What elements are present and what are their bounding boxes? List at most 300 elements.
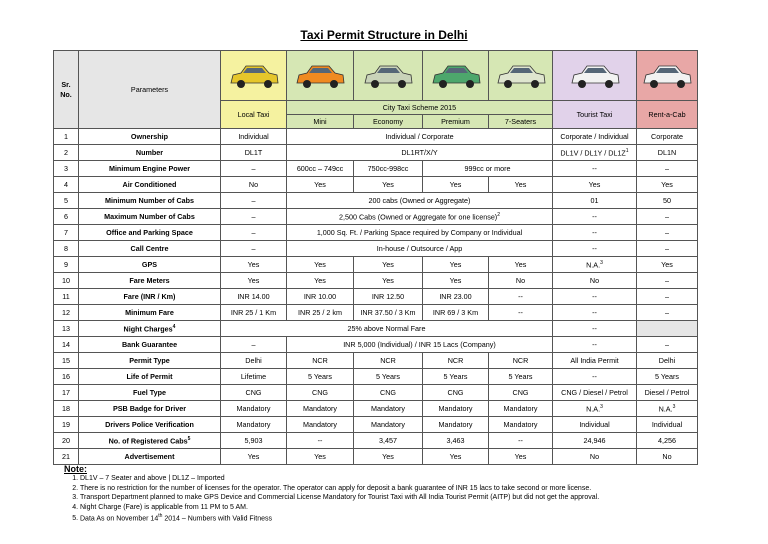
row-value-text: Individual xyxy=(651,420,683,429)
row-value xyxy=(637,401,698,417)
row-value xyxy=(287,401,354,417)
row-value-text: – xyxy=(665,244,669,253)
row-value xyxy=(287,177,354,193)
row-value xyxy=(553,433,637,449)
row-value-text: – xyxy=(251,212,256,221)
table-row xyxy=(54,209,698,225)
row-value-text: – xyxy=(665,228,669,237)
row-value-text: Diesel / Petrol xyxy=(644,388,690,397)
row-value-text: CNG xyxy=(447,388,464,397)
row-value xyxy=(637,369,698,385)
row-value xyxy=(287,161,354,177)
row-value-text: Yes xyxy=(514,260,527,269)
row-value-text: Mandatory xyxy=(303,420,337,429)
table-row xyxy=(54,305,698,321)
note-text-continued: 2014 – Numbers with Valid Fitness xyxy=(162,515,272,523)
row-parameter xyxy=(79,209,221,225)
row-value xyxy=(637,289,698,305)
row-value-text: DL1V / DL1Y / DL1Z xyxy=(560,148,626,158)
row-number: 21 xyxy=(54,449,79,465)
row-value xyxy=(354,289,423,305)
row-number: 2 xyxy=(54,145,79,161)
table-row xyxy=(54,385,698,401)
local-taxi-image-cell xyxy=(221,51,287,101)
table-row xyxy=(54,177,698,193)
note-item xyxy=(80,512,599,524)
row-parameter-text: Permit Type xyxy=(129,356,170,365)
row-value xyxy=(553,385,637,401)
row-value-text: – xyxy=(665,276,669,285)
row-value-text: CNG / Diesel / Petrol xyxy=(561,388,628,397)
row-value-text: NCR xyxy=(447,356,464,365)
row-value xyxy=(553,193,637,209)
table-row xyxy=(54,433,698,449)
row-parameter-text: Minimum Fare xyxy=(125,308,174,317)
row-value xyxy=(553,449,637,465)
row-value xyxy=(553,305,637,321)
row-value xyxy=(354,257,423,273)
row-number: 17 xyxy=(54,385,79,401)
row-parameter xyxy=(79,321,221,337)
row-value-text: 4,256 xyxy=(658,436,676,445)
note-text: There is no restriction for the number of licenses for the operator. The operator can apply for deposit a bank guarantee of INR 15 lacs to take second or more license. xyxy=(80,484,592,492)
row-value xyxy=(553,369,637,385)
table-row xyxy=(54,145,698,161)
seven-seater-image-cell xyxy=(489,51,553,101)
row-value xyxy=(637,161,698,177)
row-value xyxy=(287,209,553,225)
row-value-text: Yes xyxy=(382,260,394,269)
row-value-text: – xyxy=(665,164,669,173)
row-value-text: No xyxy=(589,452,600,461)
row-value xyxy=(553,257,637,273)
row-value-text: N.A. xyxy=(586,260,601,270)
note-item xyxy=(80,503,599,512)
row-value-text: In-house / Outsource / App xyxy=(376,244,463,253)
row-number: 13 xyxy=(54,321,79,337)
table-row xyxy=(54,273,698,289)
row-value xyxy=(637,433,698,449)
table-row xyxy=(54,337,698,353)
row-value-text: -- xyxy=(592,340,597,349)
row-value xyxy=(221,337,287,353)
row-value-text: Yes xyxy=(449,180,462,189)
row-value-text: 3,457 xyxy=(379,436,397,445)
mini-car-image xyxy=(293,59,347,93)
row-value-text: Mandatory xyxy=(503,404,538,413)
note-text: Night Charge (Fare) is applicable from 11 PM to 5 AM. xyxy=(80,503,248,511)
row-value-text: Yes xyxy=(314,276,326,285)
row-number: 7 xyxy=(54,225,79,241)
footnote-marker: 3 xyxy=(600,403,603,410)
table-row xyxy=(54,225,698,241)
row-value xyxy=(637,225,698,241)
table-row xyxy=(54,161,698,177)
row-value-text: 200 cabs (Owned or Aggregate) xyxy=(368,196,471,205)
footnote-marker: 3 xyxy=(600,259,603,266)
row-value xyxy=(637,337,698,353)
row-value-text: Corporate / Individual xyxy=(560,132,629,141)
row-value xyxy=(553,161,637,177)
row-value-text: – xyxy=(665,340,669,349)
premium-car-image xyxy=(429,59,483,93)
row-value xyxy=(221,321,553,337)
row-parameter xyxy=(79,337,221,353)
row-value xyxy=(221,385,287,401)
row-value xyxy=(221,209,287,225)
row-value-text: Mandatory xyxy=(236,404,271,413)
rent-a-cab-car-image xyxy=(640,59,694,93)
notes-list xyxy=(64,474,599,523)
row-value-text: Corporate xyxy=(651,132,683,141)
row-parameter-text: Office and Parking Space xyxy=(106,228,193,237)
row-value-text: – xyxy=(665,308,669,317)
row-value xyxy=(489,385,553,401)
row-value-text: 5 Years xyxy=(376,372,400,381)
table-row xyxy=(54,449,698,465)
row-parameter xyxy=(79,145,221,161)
row-value-text: N.A. xyxy=(658,404,673,414)
row-value-text: Mandatory xyxy=(236,420,271,429)
taxi-permit-table xyxy=(53,50,698,465)
table-row xyxy=(54,289,698,305)
row-value xyxy=(489,369,553,385)
local-taxi-header: Local Taxi xyxy=(221,101,287,129)
row-number: 16 xyxy=(54,369,79,385)
row-value-text: -- xyxy=(518,308,523,317)
row-value xyxy=(287,193,553,209)
row-value xyxy=(221,193,287,209)
premium-image-cell xyxy=(423,51,489,101)
row-value xyxy=(637,129,698,145)
row-value xyxy=(354,353,423,369)
sr-no-header: Sr. No. xyxy=(54,51,79,129)
row-number: 10 xyxy=(54,273,79,289)
row-value xyxy=(637,273,698,289)
tourist-taxi-car-image xyxy=(568,59,622,93)
row-value xyxy=(489,305,553,321)
row-parameter xyxy=(79,305,221,321)
table-row xyxy=(54,129,698,145)
row-value-text: Individual / Corporate xyxy=(385,132,454,141)
row-parameter-text: Number xyxy=(135,148,164,157)
row-value-text: DL1RT/X/Y xyxy=(401,148,438,157)
row-value-text: Yes xyxy=(661,260,673,269)
row-value xyxy=(637,177,698,193)
row-value-text: 5 Years xyxy=(508,372,533,381)
row-value-text: 3,463 xyxy=(446,436,465,445)
row-parameter-text: Call Centre xyxy=(130,244,169,253)
note-item xyxy=(80,474,599,483)
row-value xyxy=(423,353,489,369)
row-value-text: CNG xyxy=(512,388,529,397)
row-value xyxy=(221,417,287,433)
row-number: 4 xyxy=(54,177,79,193)
row-value-text: INR 69 / 3 Km xyxy=(432,308,479,317)
row-value xyxy=(287,433,354,449)
row-value-text: INR 23.00 xyxy=(439,292,472,301)
row-parameter xyxy=(79,161,221,177)
row-value-text: Yes xyxy=(449,260,462,269)
row-value xyxy=(354,369,423,385)
row-value-text: Yes xyxy=(314,452,326,461)
mini-header: Mini xyxy=(287,115,354,129)
row-value xyxy=(553,129,637,145)
row-value xyxy=(489,433,553,449)
row-value xyxy=(637,257,698,273)
seven-seater-car-image xyxy=(494,59,548,93)
row-value-text: – xyxy=(665,212,669,221)
row-parameter-text: Maximum Number of Cabs xyxy=(104,212,195,221)
row-number: 1 xyxy=(54,129,79,145)
row-value-text: 5 Years xyxy=(308,372,332,381)
row-value xyxy=(553,353,637,369)
row-parameter-text: PSB Badge for Driver xyxy=(112,404,187,413)
row-value xyxy=(553,337,637,353)
row-value-text: INR 25 / 2 km xyxy=(298,308,342,317)
row-value-text: NCR xyxy=(312,356,328,365)
row-value-text: 50 xyxy=(663,196,671,205)
row-value xyxy=(423,161,553,177)
row-number: 12 xyxy=(54,305,79,321)
row-value xyxy=(637,145,698,161)
row-value-text: INR 10.00 xyxy=(303,292,337,301)
row-parameter-text: Fare Meters xyxy=(129,276,170,285)
row-value-text: -- xyxy=(592,324,597,333)
row-value xyxy=(489,257,553,273)
table-row xyxy=(54,241,698,257)
row-number: 18 xyxy=(54,401,79,417)
row-parameter-text: Minimum Engine Power xyxy=(108,164,191,173)
row-value-text: -- xyxy=(518,292,523,301)
row-value xyxy=(423,273,489,289)
row-value-text: No xyxy=(589,276,600,285)
row-value xyxy=(553,321,637,337)
row-value xyxy=(221,161,287,177)
row-value-text: – xyxy=(251,164,256,173)
row-value-text: – xyxy=(251,228,256,237)
row-value xyxy=(354,273,423,289)
row-value xyxy=(287,449,354,465)
row-value-text: All India Permit xyxy=(570,356,619,365)
row-value-text: No xyxy=(515,276,526,285)
row-value xyxy=(287,145,553,161)
row-parameter xyxy=(79,241,221,257)
row-value-text: NCR xyxy=(512,356,529,365)
row-value xyxy=(553,401,637,417)
row-parameter-text: Night Charges xyxy=(123,324,173,334)
row-value xyxy=(221,433,287,449)
row-value xyxy=(354,449,423,465)
parameters-header: Parameters xyxy=(79,51,221,129)
row-value xyxy=(553,289,637,305)
row-value-text: Yes xyxy=(514,180,527,189)
row-value-text: Yes xyxy=(449,276,462,285)
row-value xyxy=(423,433,489,449)
row-number: 5 xyxy=(54,193,79,209)
row-value-text: 600cc – 749cc xyxy=(296,164,344,173)
row-value-text: 25% above Normal Fare xyxy=(347,324,426,333)
row-value xyxy=(423,305,489,321)
row-value xyxy=(489,289,553,305)
row-value xyxy=(354,417,423,433)
row-number: 3 xyxy=(54,161,79,177)
row-value-text: – xyxy=(251,340,256,349)
row-value xyxy=(489,417,553,433)
row-value-text: 24,946 xyxy=(583,436,606,445)
row-value xyxy=(287,353,354,369)
row-value xyxy=(637,353,698,369)
row-value xyxy=(489,449,553,465)
row-value-text: DL1N xyxy=(657,148,677,157)
row-value xyxy=(287,417,354,433)
row-value xyxy=(221,241,287,257)
row-value xyxy=(221,273,287,289)
row-value xyxy=(489,353,553,369)
row-value xyxy=(637,449,698,465)
row-value xyxy=(354,385,423,401)
row-parameter xyxy=(79,385,221,401)
seven-seaters-header: 7-Seaters xyxy=(489,115,553,129)
row-value xyxy=(553,225,637,241)
row-value xyxy=(287,257,354,273)
row-value-text: -- xyxy=(592,308,597,317)
row-number: 19 xyxy=(54,417,79,433)
row-value-text: – xyxy=(251,196,256,205)
row-value-text: Yes xyxy=(247,260,260,269)
row-parameter-text: Life of Permit xyxy=(126,372,173,381)
row-value-text: – xyxy=(665,292,669,301)
note-text: Transport Department planned to make GPS Device and Commercial License Mandatory for Tourist Taxi with All India Tourist Permit (AITP) but did not get the approval. xyxy=(80,494,600,502)
row-value xyxy=(637,321,698,337)
row-value xyxy=(221,225,287,241)
notes-title: Note: xyxy=(64,464,87,474)
note-item xyxy=(80,484,599,493)
row-value xyxy=(221,145,287,161)
row-value xyxy=(221,401,287,417)
row-value-text: Mandatory xyxy=(371,404,405,413)
row-value-text: Mandatory xyxy=(303,404,337,413)
table-row xyxy=(54,193,698,209)
row-parameter xyxy=(79,353,221,369)
row-value-text: Individual xyxy=(579,420,610,429)
row-value-text: Yes xyxy=(314,260,326,269)
row-value-text: N.A. xyxy=(586,404,601,414)
row-value-text: Yes xyxy=(449,452,462,461)
row-value-text: -- xyxy=(592,212,597,221)
row-number: 11 xyxy=(54,289,79,305)
row-value-text: INR 37.50 / 3 Km xyxy=(360,308,416,317)
rent-a-cab-header: Rent-a-Cab xyxy=(637,101,698,129)
row-number: 15 xyxy=(54,353,79,369)
table-row xyxy=(54,369,698,385)
row-value-text: Delhi xyxy=(658,356,676,365)
row-value xyxy=(637,241,698,257)
row-value-text: – xyxy=(251,244,256,253)
row-value-text: -- xyxy=(317,436,323,445)
economy-car-image xyxy=(361,59,415,93)
row-value xyxy=(354,433,423,449)
row-value xyxy=(287,129,553,145)
note-item xyxy=(80,493,599,502)
row-parameter xyxy=(79,225,221,241)
row-value-text: 5,903 xyxy=(244,436,263,445)
row-value xyxy=(489,401,553,417)
row-value xyxy=(553,209,637,225)
row-value-text: Yes xyxy=(588,180,601,189)
row-value xyxy=(423,177,489,193)
row-value-text: No xyxy=(662,452,672,461)
row-parameter xyxy=(79,129,221,145)
row-value-text: Yes xyxy=(382,276,394,285)
row-value-text: Mandatory xyxy=(438,420,473,429)
row-parameter xyxy=(79,433,221,449)
row-parameter xyxy=(79,193,221,209)
mini-image-cell xyxy=(287,51,354,101)
row-parameter xyxy=(79,289,221,305)
footnote-marker: 1 xyxy=(625,147,629,154)
footnote-marker: 3 xyxy=(672,403,676,410)
row-value-text: Mandatory xyxy=(438,404,473,413)
row-value xyxy=(221,353,287,369)
row-value-text: INR 12.50 xyxy=(371,292,405,301)
row-value xyxy=(637,209,698,225)
row-value-text: INR 14.00 xyxy=(237,292,270,301)
row-number: 8 xyxy=(54,241,79,257)
row-value-text: CNG xyxy=(312,388,328,397)
table-row xyxy=(54,401,698,417)
row-value xyxy=(553,177,637,193)
economy-header: Economy xyxy=(354,115,423,129)
notes-section xyxy=(64,465,599,524)
note-text: Data As on November 14 xyxy=(80,515,159,523)
row-value-text: 999cc or more xyxy=(464,164,511,173)
row-parameter xyxy=(79,417,221,433)
row-value xyxy=(354,161,423,177)
row-value xyxy=(489,177,553,193)
row-parameter xyxy=(79,401,221,417)
row-parameter-text: Fare (INR / Km) xyxy=(123,292,176,301)
row-value xyxy=(423,369,489,385)
row-value-text: 5 Years xyxy=(443,372,468,381)
row-value-text: -- xyxy=(518,436,523,445)
row-value-text: Yes xyxy=(314,180,326,189)
row-value xyxy=(287,385,354,401)
row-value-text: 5 Years xyxy=(655,372,679,381)
row-value-text: Yes xyxy=(247,452,260,461)
row-value xyxy=(287,305,354,321)
row-value xyxy=(423,449,489,465)
local-taxi-car-image xyxy=(227,59,281,93)
row-value xyxy=(221,449,287,465)
row-value xyxy=(221,305,287,321)
row-parameter-text: Fuel Type xyxy=(132,388,166,397)
row-value-text: -- xyxy=(592,164,597,173)
tourist-taxi-header: Tourist Taxi xyxy=(553,101,637,129)
row-value xyxy=(637,385,698,401)
row-value xyxy=(553,241,637,257)
row-value-text: No xyxy=(248,180,259,189)
row-number: 20 xyxy=(54,433,79,449)
page-title: Taxi Permit Structure in Delhi xyxy=(300,28,468,42)
table-row xyxy=(54,417,698,433)
premium-header: Premium xyxy=(423,115,489,129)
row-value-text: 01 xyxy=(590,196,599,205)
row-value-text: Yes xyxy=(247,276,260,285)
row-value-text: CNG xyxy=(380,388,396,397)
row-value xyxy=(553,145,637,161)
row-value xyxy=(637,305,698,321)
